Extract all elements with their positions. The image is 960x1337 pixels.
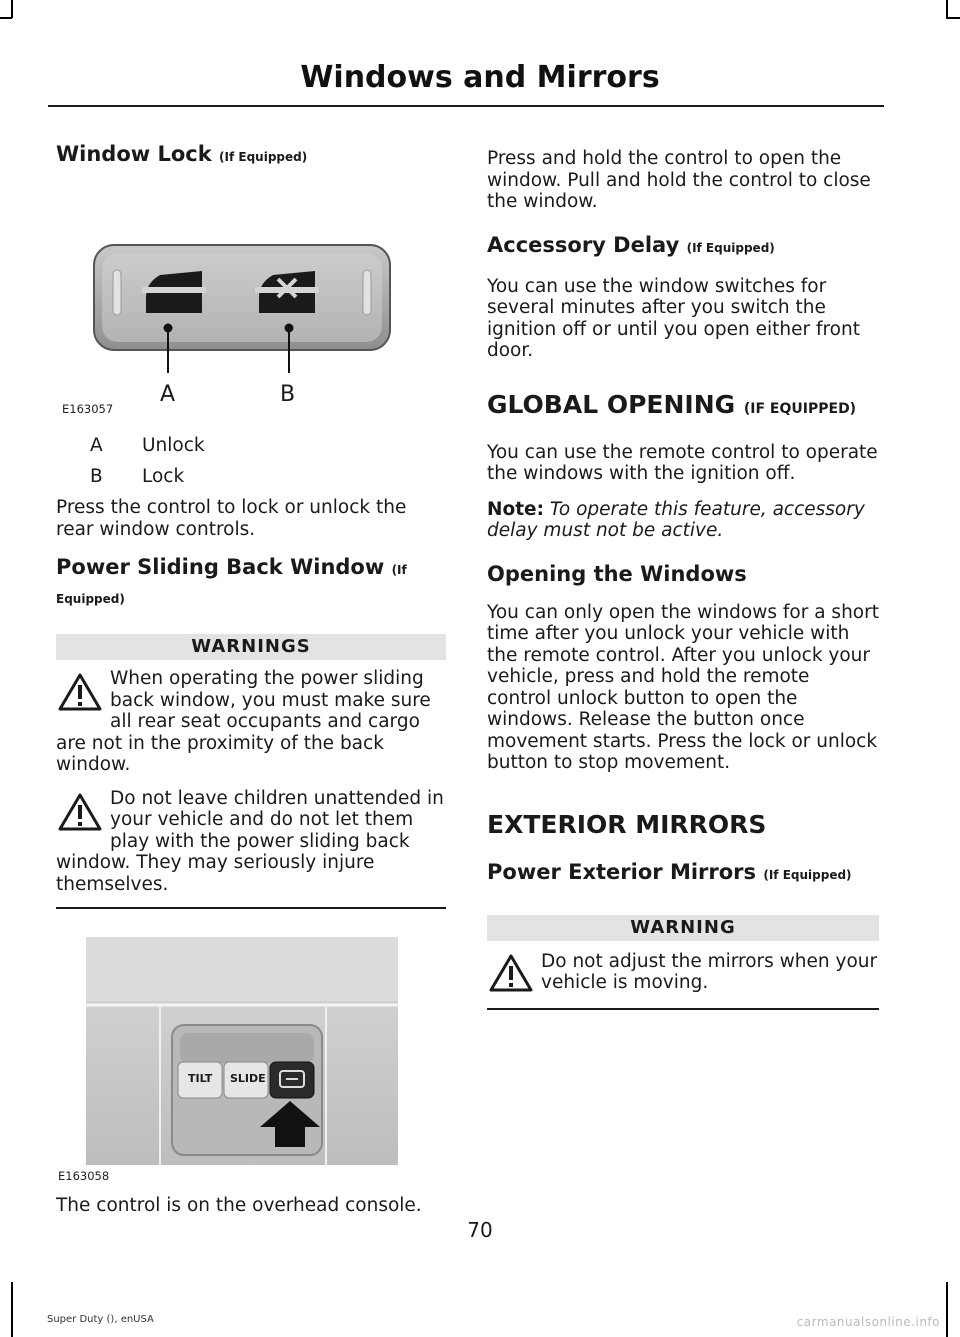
sliding-window-heading-cont <box>56 583 446 612</box>
overhead-console-figure <box>56 935 446 1187</box>
warnings-header: WARNINGS <box>56 634 446 660</box>
crop-mark <box>946 0 948 18</box>
window-lock-switch-illustration <box>56 185 446 410</box>
left-column <box>56 140 446 1231</box>
callout-b: B <box>280 382 296 407</box>
warning-item <box>56 788 446 896</box>
warning-text: Do not leave children unattended in your vehicle and do not let them play with the power sliding back window. They may seriously injure themselves. <box>56 787 444 895</box>
warning-item <box>56 668 446 776</box>
sliding-window-title: Power Sliding Back Window <box>56 555 385 579</box>
overhead-console-illustration <box>56 935 446 1167</box>
legend-row <box>56 466 446 487</box>
warning-triangle-icon <box>489 953 533 993</box>
console-caption: The control is on the overhead console. <box>56 1195 422 1216</box>
watermark: carmanualsonline.info <box>796 1315 940 1329</box>
crop-mark <box>0 17 12 19</box>
page-header-title: Windows and Mirrors <box>300 60 660 95</box>
global-opening-title: GLOBAL OPENING <box>487 389 736 419</box>
accessory-delay-title: Accessory Delay <box>487 232 680 257</box>
legend-value: Lock <box>142 466 185 487</box>
warning-header: WARNING <box>487 915 879 941</box>
global-opening-note <box>487 499 879 542</box>
window-lock-heading <box>56 140 446 171</box>
figure-id: E163058 <box>58 1169 110 1183</box>
global-opening-heading <box>487 390 879 424</box>
note-label: Note: <box>487 498 544 520</box>
legend-row <box>56 435 446 456</box>
accessory-delay-qualifier: (If Equipped) <box>686 240 775 255</box>
legend-key: A <box>90 435 103 456</box>
opening-windows-body: You can only open the windows for a short time after you unlock your vehicle with the remote control. After you unlock your vehicle, press and hold the remote control unlock button to open the windows. Release the button once movement starts. Press the lock or unlock button to stop movement. <box>487 601 879 773</box>
legend-value: Unlock <box>142 435 205 456</box>
window-lock-figure <box>56 185 446 416</box>
figure-id: E163057 <box>62 402 114 416</box>
legend-key: B <box>90 466 103 487</box>
page-number: 70 <box>467 1218 493 1242</box>
window-lock-qualifier: (If Equipped) <box>219 150 308 164</box>
window-lock-body: Press the control to lock or unlock the rear window controls. <box>56 497 407 540</box>
power-mirrors-title: Power Exterior Mirrors <box>487 859 757 884</box>
warning-text: When operating the power sliding back window, you must make sure all rear seat occupants and cargo are not in the proximity of the back window. <box>56 668 431 775</box>
warning-triangle-icon <box>58 672 102 712</box>
exterior-mirrors-heading: EXTERIOR MIRRORS <box>487 809 767 839</box>
crop-mark <box>946 17 960 19</box>
crop-mark <box>946 1282 948 1337</box>
warning-item <box>487 949 879 994</box>
warning-text: Do not adjust the mirrors when your vehicle is moving. <box>541 950 878 993</box>
accessory-delay-heading <box>487 231 879 262</box>
warning-end-rule <box>487 1008 879 1010</box>
footer-edition: Super Duty (), enUSA <box>47 1314 154 1325</box>
warnings-end-rule <box>56 907 446 909</box>
header-rule <box>48 105 884 107</box>
slide-label: SLIDE <box>230 1072 266 1085</box>
opening-windows-heading: Opening the Windows <box>487 561 747 586</box>
crop-mark <box>11 0 13 18</box>
intro-text: Press and hold the control to open the window. Pull and hold the control to close the window. <box>487 148 871 212</box>
note-text: To operate this feature, accessory delay must not be active. <box>487 498 865 541</box>
global-opening-body: You can use the remote control to operate the windows with the ignition off. <box>487 441 878 484</box>
legend <box>56 435 446 487</box>
power-mirrors-qualifier: (If Equipped) <box>763 867 852 882</box>
callout-a: A <box>160 382 176 407</box>
right-column <box>487 148 879 1010</box>
accessory-delay-body: You can use the window switches for several minutes after you switch the ignition off or until you open either front door. <box>487 275 860 361</box>
window-lock-title: Window Lock <box>56 142 212 166</box>
sliding-window-heading <box>56 554 446 583</box>
sliding-window-qualifier-cont: Equipped) <box>56 592 125 606</box>
tilt-label: TILT <box>188 1072 213 1085</box>
power-mirrors-heading <box>487 858 879 889</box>
sliding-window-qualifier: (If <box>391 563 407 577</box>
global-opening-qualifier: (IF EQUIPPED) <box>743 400 857 417</box>
crop-mark <box>11 1282 13 1337</box>
warning-triangle-icon <box>58 792 102 832</box>
